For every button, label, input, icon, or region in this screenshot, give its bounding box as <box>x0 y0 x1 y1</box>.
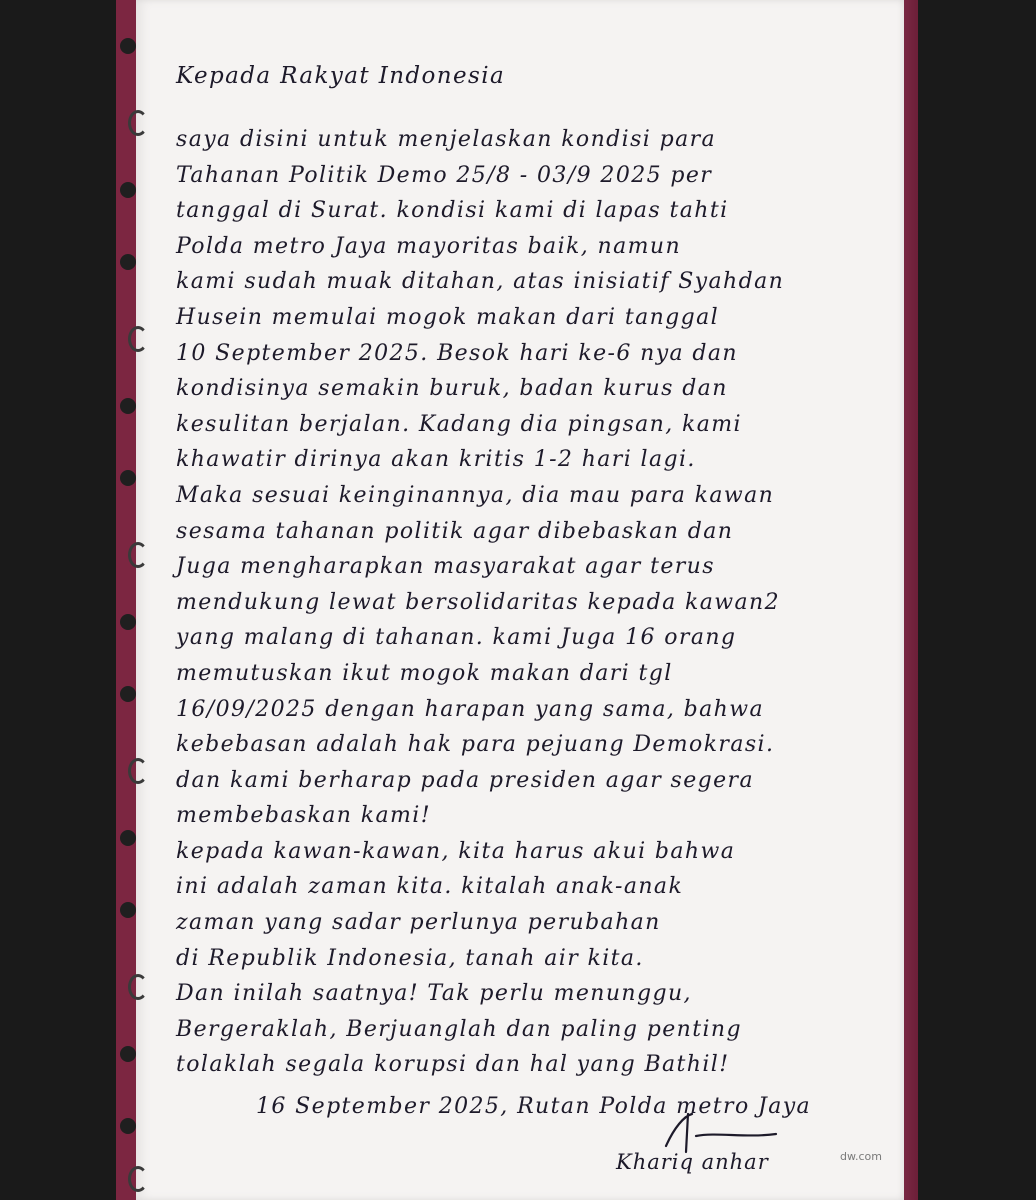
binder-hole <box>120 1118 136 1134</box>
letter-line: dan kami berharap pada presiden agar segera <box>176 767 754 793</box>
binder-hole <box>120 686 136 702</box>
binder-hole <box>128 758 148 784</box>
letter-line: kami sudah muak ditahan, atas inisiatif Syahdan <box>176 269 785 295</box>
letter-line: membebaskan kami! <box>176 803 431 829</box>
letter-line: Tahanan Politik Demo 25/8 - 03/9 2025 per <box>176 162 713 188</box>
binder-hole <box>120 398 136 414</box>
letter-line: 16/09/2025 dengan harapan yang sama, bahwa <box>176 696 764 722</box>
letter-line: Juga mengharapkan masyarakat agar terus <box>176 554 715 580</box>
binder-hole <box>120 254 136 270</box>
binder-hole <box>120 182 136 198</box>
binder-hole <box>120 38 136 54</box>
letter-paper <box>136 0 904 1200</box>
binder-hole <box>120 830 136 846</box>
letter-line: Bergeraklah, Berjuanglah dan paling penting <box>176 1016 742 1042</box>
letter-line: sesama tahanan politik agar dibebaskan dan <box>176 518 734 544</box>
letter-line: saya disini untuk menjelaskan kondisi para <box>176 127 717 152</box>
binder-hole <box>120 902 136 918</box>
letter-line: Maka sesuai keinginannya, dia mau para kawan <box>176 482 775 508</box>
binder-hole <box>128 110 148 136</box>
binder-hole <box>120 614 136 630</box>
binder-hole <box>128 542 148 568</box>
letter-line: zaman yang sadar perlunya perubahan <box>176 910 661 936</box>
letter-line: tolaklah segala korupsi dan hal yang Bathil! <box>176 1052 730 1078</box>
letter-line: Polda metro Jaya mayoritas baik, namun <box>176 233 682 259</box>
letter-line: kondisinya semakin buruk, badan kurus dan <box>176 376 728 402</box>
binder-hole <box>128 1166 148 1192</box>
letter-line: ini adalah zaman kita. kitalah anak-anak <box>176 874 684 900</box>
letter-line: kebebasan adalah hak para pejuang Demokrasi. <box>176 732 775 758</box>
binder-hole <box>120 1046 136 1062</box>
letter-line: Husein memulai mogok makan dari tanggal <box>176 304 720 330</box>
binder-hole <box>128 974 148 1000</box>
handwritten-letter <box>176 50 896 1127</box>
letter-line: khawatir dirinya akan kritis 1-2 hari lagi. <box>176 447 696 473</box>
left-frame-bar <box>0 0 116 1200</box>
letter-line: Dan inilah saatnya! Tak perlu menunggu, <box>176 981 692 1007</box>
source-watermark: dw.com <box>840 1150 882 1163</box>
letter-salutation: Kepada Rakyat Indonesia <box>176 63 506 89</box>
letter-body <box>176 122 896 1083</box>
letter-line: tanggal di Surat. kondisi kami di lapas tahti <box>176 198 729 224</box>
binder-hole <box>120 470 136 486</box>
binder-hole <box>128 326 148 352</box>
letter-dateline: 16 September 2025, Rutan Polda metro Jaya <box>256 1094 812 1120</box>
letter-line: mendukung lewat bersolidaritas kepada kawan2 <box>176 589 781 615</box>
signature-name: Khariq anhar <box>616 1150 769 1174</box>
letter-line: kesulitan berjalan. Kadang dia pingsan, kami <box>176 411 742 437</box>
letter-line: di Republik Indonesia, tanah air kita. <box>176 945 644 971</box>
letter-line: 10 September 2025. Besok hari ke-6 nya dan <box>176 340 738 366</box>
right-frame-bar <box>918 0 1036 1200</box>
letter-line: memutuskan ikut mogok makan dari tgl <box>176 660 673 686</box>
letter-line: kepada kawan-kawan, kita harus akui bahwa <box>176 838 736 864</box>
signature-block <box>596 1108 816 1198</box>
letter-line: yang malang di tahanan. kami Juga 16 orang <box>176 625 737 651</box>
